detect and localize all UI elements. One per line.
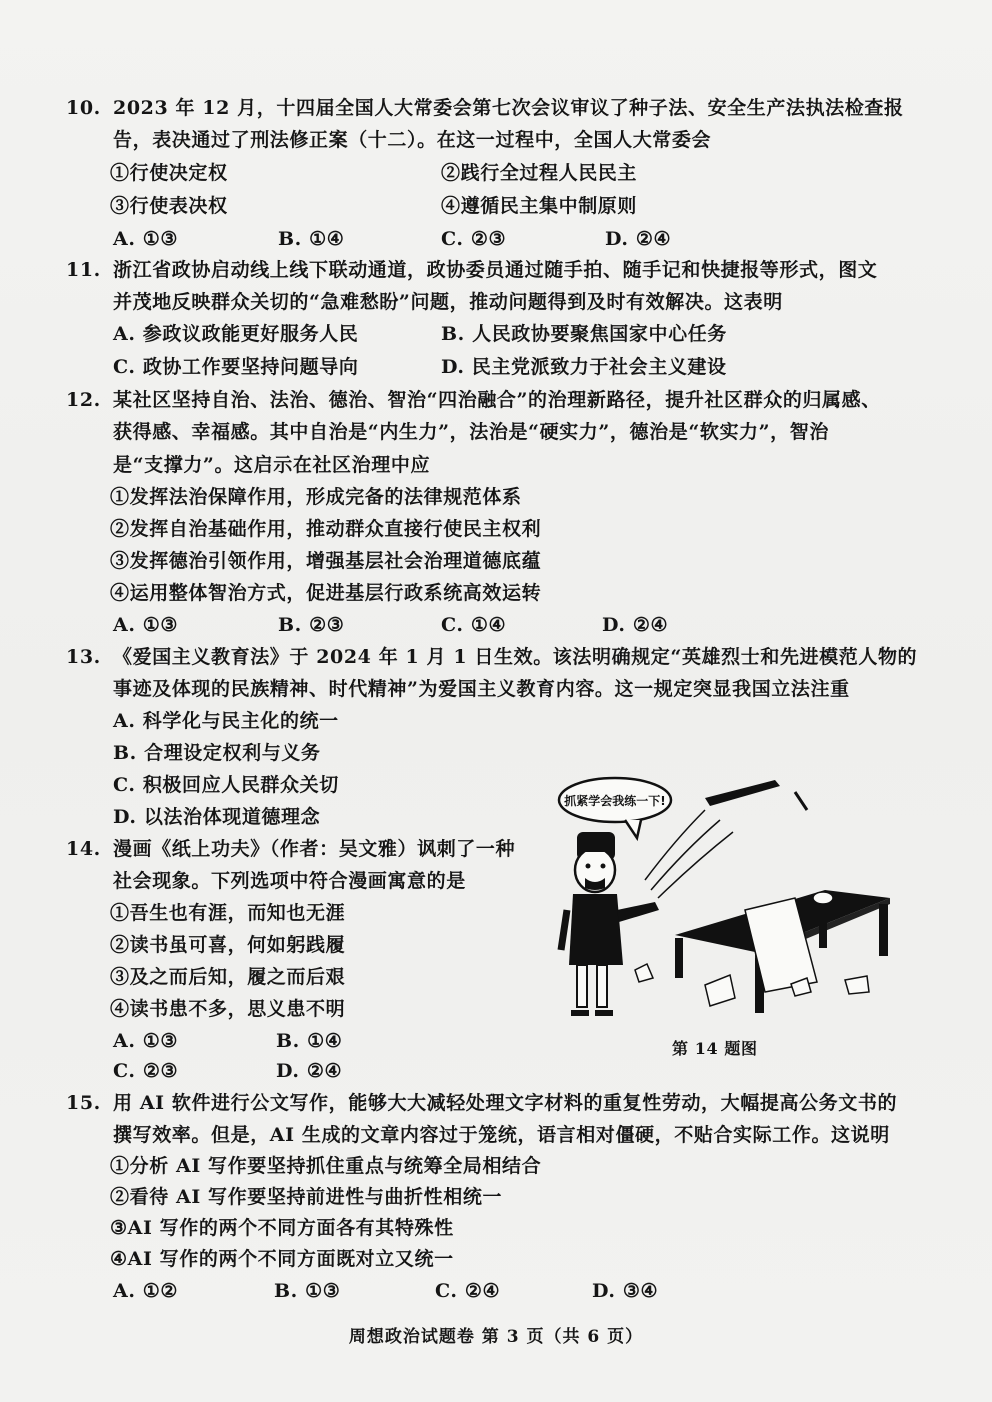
- statement-item: ①吾生也有涯，而知也无涯: [110, 902, 346, 924]
- statement-item: ②看待 AI 写作要坚持前进性与曲折性相统一: [110, 1186, 503, 1208]
- statement-item: ①行使决定权: [110, 162, 228, 184]
- speech-bubble-text: 抓紧学会我练一下!: [564, 794, 666, 808]
- answer-option: C. 积极回应人民群众关切: [113, 774, 339, 796]
- question-stem-line: 漫画《纸上功夫》（作者：吴文雅）讽刺了一种: [113, 838, 516, 860]
- answer-option: D. ②④: [276, 1060, 343, 1082]
- statement-item: ③及之而后知，履之而后艰: [110, 966, 346, 988]
- statement-item: ④读书患不多，思义患不明: [110, 998, 346, 1020]
- answer-option: B. ①④: [276, 1030, 343, 1052]
- statement-item: ④遵循民主集中制原则: [441, 195, 638, 217]
- answer-option: C. ①④: [441, 614, 507, 636]
- question-stem-line: 《爱国主义教育法》于 2024 年 1 月 1 日生效。该法明确规定“英雄烈士和先进模范人物的: [113, 646, 918, 668]
- statement-item: ③AI 写作的两个不同方面各有其特殊性: [110, 1217, 454, 1239]
- question-number: 14.: [66, 838, 101, 860]
- answer-option: C. 政协工作要坚持问题导向: [113, 356, 359, 378]
- answer-option: D. ②④: [602, 614, 669, 636]
- answer-option: C. ②③: [441, 228, 507, 250]
- question-stem-line: 撰写效率。但是，AI 生成的文章内容过于笼统，语言相对僵硬，不贴合实际工作。这说明: [113, 1124, 890, 1146]
- question-number: 11.: [66, 259, 101, 281]
- answer-option: A. ①③: [113, 614, 179, 636]
- question-number: 13.: [66, 646, 101, 668]
- statement-item: ③行使表决权: [110, 195, 228, 217]
- statement-item: ②读书虽可喜，何如躬践履: [110, 934, 346, 956]
- answer-option: B. ①④: [278, 228, 345, 250]
- question-number: 15.: [66, 1092, 101, 1114]
- question-stem-line: 社会现象。下列选项中符合漫画寓意的是: [113, 870, 466, 892]
- question-stem-line: 某社区坚持自治、法治、德治、智治“四治融合”的治理新路径，提升社区群众的归属感、: [113, 389, 881, 411]
- statement-item: ①分析 AI 写作要坚持抓住重点与统筹全局相结合: [110, 1155, 542, 1177]
- answer-option: B. ②③: [278, 614, 345, 636]
- question-stem-line: 2023 年 12 月，十四届全国人大常委会第七次会议审议了种子法、安全生产法执法检查报: [113, 97, 904, 119]
- page-footer: 周想政治试题卷 第 3 页（共 6 页）: [348, 1327, 644, 1347]
- statement-item: ④AI 写作的两个不同方面既对立又统一: [110, 1248, 454, 1270]
- answer-option: A. ①③: [113, 1030, 179, 1052]
- answer-option: C. ②③: [113, 1060, 179, 1082]
- cartoon-figure: [555, 770, 900, 1030]
- figure-caption: 第 14 题图: [672, 1039, 758, 1058]
- answer-option: D. ③④: [592, 1280, 659, 1302]
- question-stem-line: 浙江省政协启动线上线下联动通道，政协委员通过随手拍、随手记和快捷报等形式，图文: [113, 259, 878, 281]
- statement-item: ②践行全过程人民民主: [441, 162, 638, 184]
- question-stem-line: 并茂地反映群众关切的“急难愁盼”问题，推动问题得到及时有效解决。这表明: [113, 291, 783, 313]
- answer-option: D. 以法治体现道德理念: [113, 806, 321, 828]
- question-stem-line: 事迹及体现的民族精神、时代精神”为爱国主义教育内容。这一规定突显我国立法注重: [113, 678, 850, 700]
- answer-option: A. ①③: [113, 228, 179, 250]
- person-illustration: [561, 832, 659, 1016]
- question-number: 12.: [66, 389, 101, 411]
- answer-option: D. ②④: [605, 228, 672, 250]
- answer-option: A. 科学化与民主化的统一: [113, 710, 339, 732]
- answer-option: B. 人民政协要聚焦国家中心任务: [441, 323, 727, 345]
- statement-item: ①发挥法治保障作用，形成完备的法律规范体系: [110, 486, 522, 508]
- table-illustration: [635, 890, 890, 1013]
- question-number: 10.: [66, 97, 101, 119]
- answer-option: B. 合理设定权利与义务: [113, 742, 321, 764]
- answer-option: A. ①②: [113, 1280, 179, 1302]
- statement-item: ④运用整体智治方式，促进基层行政系统高效运转: [110, 582, 542, 604]
- statement-item: ③发挥德治引领作用，增强基层社会治理道德底蕴: [110, 550, 542, 572]
- question-stem-line: 是“支撑力”。这启示在社区治理中应: [113, 454, 431, 476]
- answer-option: C. ②④: [435, 1280, 501, 1302]
- answer-option: D. 民主党派致力于社会主义建设: [441, 356, 727, 378]
- question-stem-line: 告，表决通过了刑法修正案（十二）。在这一过程中，全国人大常委会: [113, 129, 712, 151]
- answer-option: A. 参政议政能更好服务人民: [113, 323, 359, 345]
- question-stem-line: 获得感、幸福感。其中自治是“内生力”，法治是“硬实力”，德治是“软实力”，智治: [113, 421, 829, 443]
- statement-item: ②发挥自治基础作用，推动群众直接行使民主权利: [110, 518, 542, 540]
- answer-option: B. ①③: [274, 1280, 341, 1302]
- question-stem-line: 用 AI 软件进行公文写作，能够大大减轻处理文字材料的重复性劳动，大幅提高公务文书的: [113, 1092, 898, 1114]
